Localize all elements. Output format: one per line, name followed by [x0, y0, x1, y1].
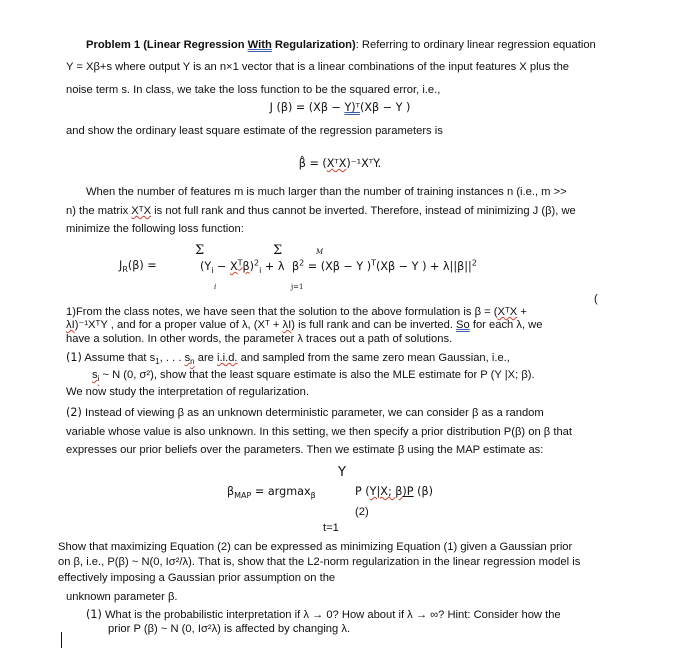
map-lhs: $\beta_{MAP} = argmax_\beta$: [227, 485, 316, 501]
map-rhs: P (Y|X; β)P (β): [355, 485, 433, 498]
ols-equation: β̂ = (XᵀX)⁻¹XᵀY.: [298, 157, 382, 170]
text-cursor: [61, 632, 62, 648]
intro-line: Y = Xβ+s where output Y is an n×1 vector that is a linear combinations of the input features X plus the: [66, 61, 570, 73]
problem-heading: Problem 1 (Linear Regression With Regularization): Referring to ordinary linear regression equation: [86, 39, 596, 51]
show-line: Show that maximizing Equation (2) can be expressed as minimizing Equation (1) given a Gaussian prior: [58, 541, 573, 553]
ridge-lhs: $J_R(\beta)$ =: [119, 259, 157, 275]
sum-lower-limit: i: [214, 283, 217, 291]
problem-title: Problem 1 (Linear Regression With Regularization): [86, 39, 356, 51]
para-line: When the number of features m is much larger than the number of training instances n (i.e., m >>: [86, 186, 567, 198]
q1-line: λI)⁻¹XᵀY , and for a proper value of λ, (Xᵀ + λI) is full rank and can be inverted. So for each λ, we: [66, 319, 543, 331]
show-line: unknown parameter β.: [66, 591, 178, 603]
equation-number: (2): [355, 506, 369, 518]
loss-equation: J (β) = (Xβ − Y)ᵀ(Xβ − Y ): [269, 101, 411, 114]
study-line: We now study the interpretation of regularization.: [66, 386, 309, 398]
q2-line: expresses our prior beliefs over the parameters. Then we estimate β using the MAP estimate as:: [66, 444, 544, 456]
q1-line: have a solution. In other words, the parameter λ traces out a path of solutions.: [66, 333, 453, 345]
sum-lower-limit: j=1: [291, 283, 304, 291]
show-line: effectively imposing a Gaussian prior assumption on the: [58, 572, 336, 584]
show-line: on β, i.e., P(β) ~ N(0, Iσ²/λ). That is, show that the L2-norm regularization in the linear regression model is: [58, 556, 581, 568]
sum-symbol: Σ: [273, 243, 283, 258]
product-symbol: Υ: [338, 465, 346, 480]
q3-line: (1) What is the probabilistic interpretation if λ → 0? How about if λ → ∞? Hint: Consider how the: [86, 608, 561, 621]
ridge-term-1: $(Y_i - X^T\beta)^2_i + \lambda$: [200, 258, 285, 276]
sum-symbol: Σ: [195, 243, 205, 258]
q2-line: (2) Instead of viewing β as an unknown deterministic parameter, we can consider β as a random: [66, 406, 544, 419]
q2-line: variable whose value is also unknown. In this setting, we then specify a prior distribution P(β) on β that: [66, 426, 572, 438]
product-lower-limit: t=1: [323, 522, 339, 534]
q1-line: 1)From the class notes, we have seen that the solution to the above formulation is β = (XᵀX +: [66, 306, 527, 318]
ridge-term-2: $\beta^2 = (X\beta - Y$ )$^T$(Xβ − Y ) + $\lambda||\beta||^2$: [292, 258, 477, 273]
q3-line: prior P (β) ~ N (0, Iσ²λ) is affected by changing λ.: [108, 623, 351, 635]
para-line: n) the matrix XᵀX is not full rank and thus cannot be inverted. Therefore, instead of minimizing J (β), we: [66, 205, 576, 217]
q1-item-1: (1) Assume that $s_1$, . . . $s_n$ are i.i.d. and sampled from the same zero mean Gaussian, i.e.,: [66, 351, 510, 367]
para-line: minimize the following loss function:: [66, 223, 244, 235]
intro-line: noise term s. In class, we take the loss function to be the squared error, i.e.,: [66, 84, 441, 96]
sum-upper-limit: M: [316, 248, 324, 256]
stray-parenthesis: (: [594, 293, 598, 305]
q1-item-1: $s_i$ ~ N (0, σ²), show that the least square estimate is also the MLE estimate for P (Y |X; β).: [92, 369, 535, 384]
ols-text: and show the ordinary least square estimate of the regression parameters is: [66, 125, 443, 137]
